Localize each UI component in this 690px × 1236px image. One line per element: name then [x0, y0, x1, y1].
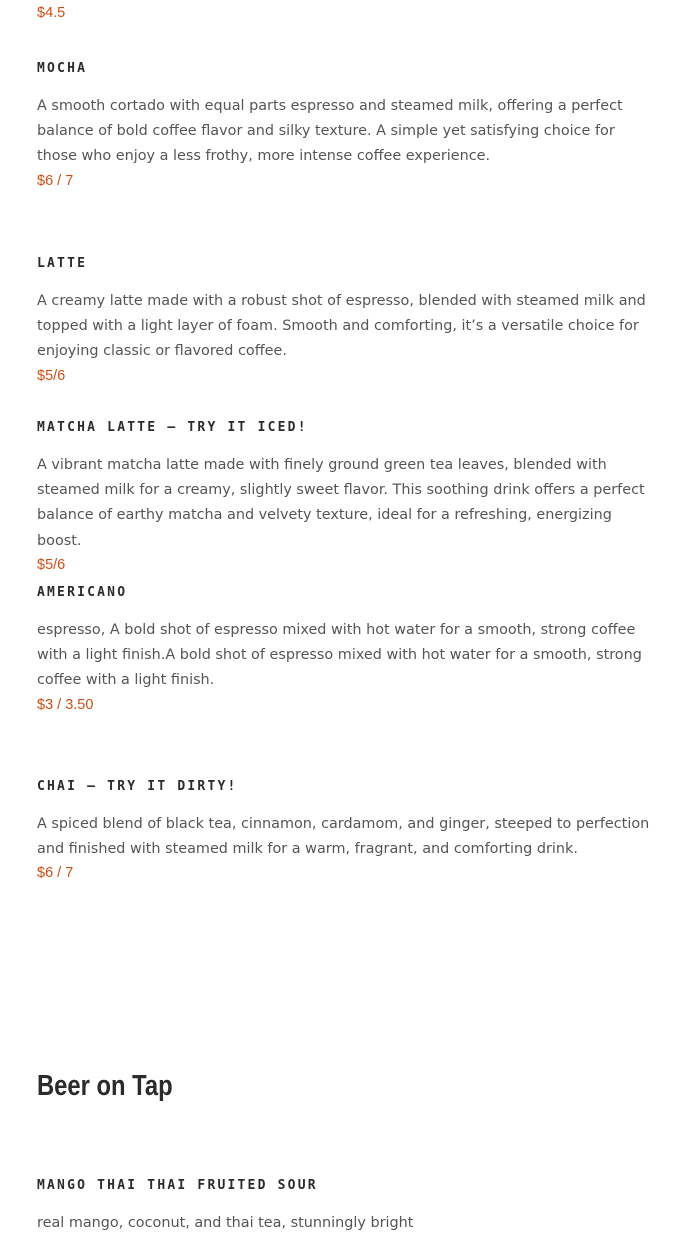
item-description: A vibrant matcha latte made with finely ground green tea leaves, blended with steamed milk for a creamy, slightly sweet flavor. This soothing drink offers a perfect balance of earthy matcha and velvety texture, ideal for a refreshing, energizing boost.: [37, 457, 645, 549]
item-name: CHAI – TRY IT DIRTY!: [37, 779, 238, 794]
menu-item-mango-thai-thai: [37, 1178, 657, 1236]
item-price: $5/6: [37, 367, 66, 384]
item-description: A smooth cortado with equal parts espresso and steamed milk, offering a perfect balance of bold coffee flavor and silky texture. A simple yet satisfying choice for those who enjoy a less frothy, more intense coffee experience.: [37, 98, 623, 165]
item-name: MANGO THAI THAI FRUITED SOUR: [37, 1178, 318, 1193]
item-description: real mango, coconut, and thai tea, stunningly bright: [37, 1215, 414, 1231]
item-price: $4.5: [37, 5, 66, 21]
item-description: A spiced blend of black tea, cinnamon, cardamom, and ginger, steeped to perfection and finished with steamed milk for a warm, fragrant, and comforting drink.: [37, 816, 650, 858]
item-name: LATTE: [37, 256, 88, 271]
item-price: $5/6: [37, 556, 66, 573]
item-name: MATCHA LATTE – TRY IT ICED!: [37, 420, 308, 435]
section-title-beer-on-tap: Beer on Tap: [37, 1070, 173, 1102]
menu-item-matcha-latte: [37, 420, 657, 574]
menu-item-mocha: [37, 61, 657, 190]
item-price: $6 / 7: [37, 172, 74, 189]
item-price: $6 / 7: [37, 865, 74, 882]
menu-item-chai: [37, 779, 657, 882]
menu-item-latte: [37, 256, 657, 385]
item-name: AMERICANO: [37, 585, 128, 600]
item-description: espresso, A bold shot of espresso mixed with hot water for a smooth, strong coffee with a light finish.A bold shot of espresso mixed with hot water for a smooth, strong coffee with a light finish.: [37, 622, 642, 689]
item-price: $3 / 3.50: [37, 696, 94, 713]
item-name: MOCHA: [37, 61, 88, 76]
item-description: A creamy latte made with a robust shot of espresso, blended with steamed milk and topped with a light layer of foam. Smooth and comforting, it’s a versatile choice for enjoying classic or flavored coffee.: [37, 293, 646, 360]
menu-item-americano: [37, 585, 657, 714]
